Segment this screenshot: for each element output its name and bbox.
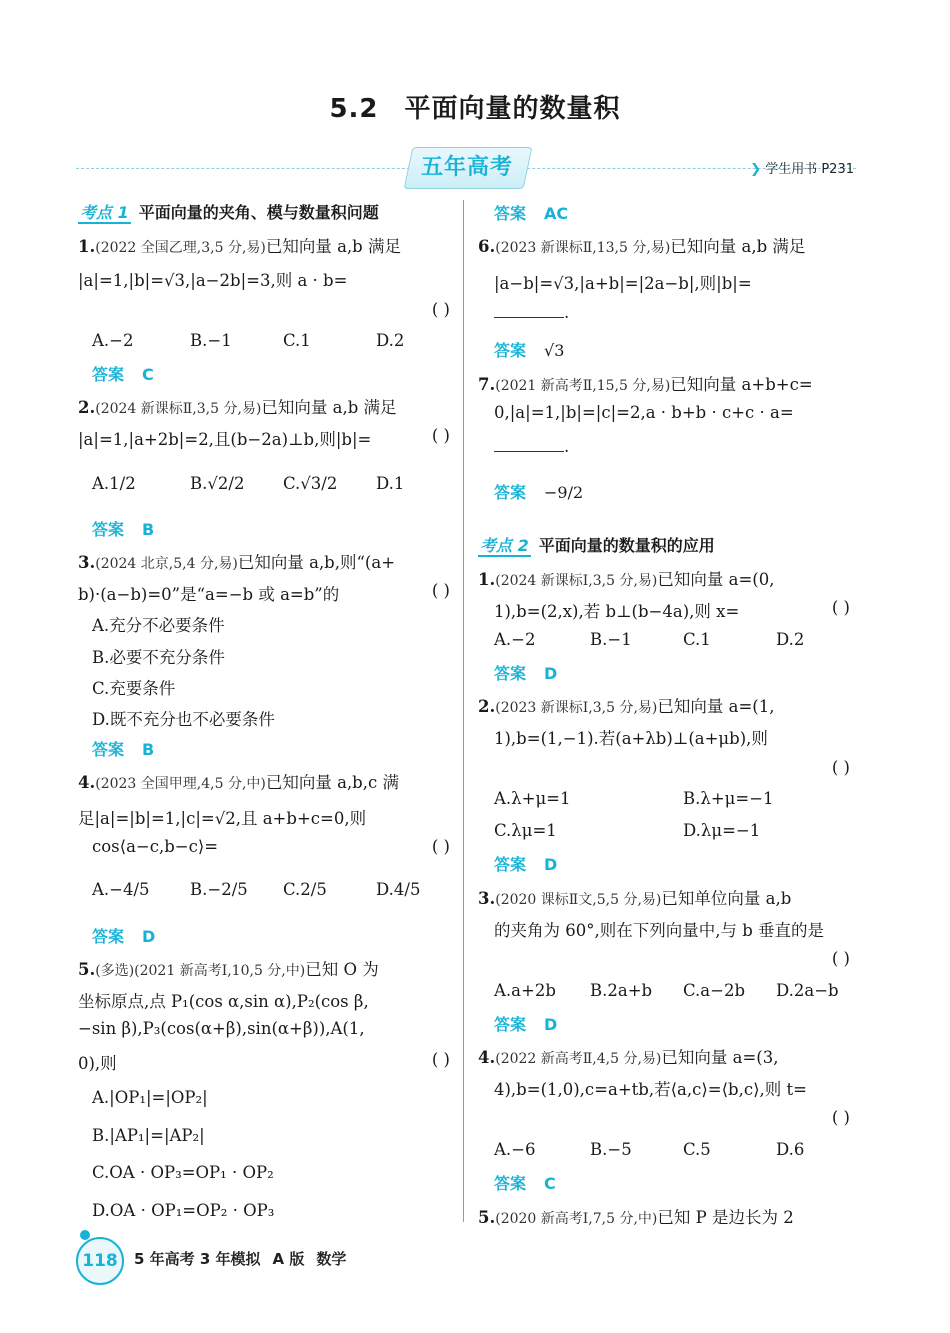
option-a: A.充分不必要条件 [92,616,225,635]
question-2-2: 2.(2023 新课标Ⅰ,3,5 分,易)已知向量 a=(1, [478,697,775,716]
option-a: A.1/2 [92,474,136,493]
answer-paren: ( ) [831,758,850,777]
page-number: 118 [76,1237,124,1285]
option-b: B.2a+b [590,981,653,1000]
option-b: B.|AP₁|=|AP₂| [92,1126,205,1145]
answer-3: 答案 B [92,740,155,759]
answer-paren: ( ) [431,300,450,319]
answer-2-2: 答案 D [494,855,558,874]
kd2-heading: 考点 2 平面向量的数量积的应用 [480,536,715,555]
option-b: B.λ+μ=−1 [683,789,774,808]
footer-title: 5 年高考 3 年模拟 A 版 数学 [134,1250,347,1268]
option-a: A.a+2b [494,981,556,1000]
option-d: D.OA · OP₁=OP₂ · OP₃ [92,1201,275,1220]
answer-7: 答案 −9/2 [494,483,584,502]
option-d: D.1 [376,474,405,493]
section-number: 5.2 [329,94,379,124]
option-d: D.2a−b [776,981,839,1000]
option-a: A.λ+μ=1 [494,789,571,808]
option-c: C.a−2b [683,981,746,1000]
answer-4: 答案 D [92,927,156,946]
option-b: B.−1 [590,630,632,649]
banner-label: 五年高考 [420,155,513,180]
answer-paren: ( ) [431,1050,450,1069]
option-c: C.λμ=1 [494,821,557,840]
question-3: 3.(2024 北京,5,4 分,易)已知向量 a,b,则“(a+ [78,553,396,572]
question-5-stem-2: −sin β),P₃(cos(α+β),sin(α+β)),A(1, [78,1019,365,1038]
option-c: C.1 [283,331,311,350]
question-5-stem: 坐标原点,点 P₁(cos α,sin α),P₂(cos β, [78,992,369,1011]
question-2-3-stem: 的夹角为 60°,则在下列向量中,与 b 垂直的是 [494,921,825,940]
answer-6: 答案 √3 [494,341,565,360]
question-5-stem-3: 0),则 [78,1054,117,1073]
answer-1: 答案 C [92,365,154,384]
question-2: 2.(2024 新课标Ⅱ,3,5 分,易)已知向量 a,b 满足 [78,398,397,417]
question-6: 6.(2023 新课标Ⅱ,13,5 分,易)已知向量 a,b 满足 [478,237,806,256]
answer-2-3: 答案 D [494,1015,558,1034]
option-a: A.−2 [494,630,536,649]
kd1-heading: 考点 1 平面向量的夹角、模与数量积问题 [80,203,379,222]
option-b: B.−1 [190,331,232,350]
question-4-stem: 足|a|=|b|=1,|c|=√2,且 a+b+c=0,则 [78,809,367,828]
question-2-1-stem: 1),b=(2,x),若 b⊥(b−4a),则 x= [494,602,740,621]
question-7: 7.(2021 新高考Ⅱ,15,5 分,易)已知向量 a+b+c= [478,375,813,394]
answer-paren: ( ) [431,581,450,600]
question-2-4-stem: 4),b=(1,0),c=a+tb,若⟨a,c⟩=⟨b,c⟩,则 t= [494,1080,807,1099]
option-d: D.λμ=−1 [683,821,761,840]
question-2-stem: |a|=1,|a+2b|=2,且(b−2a)⊥b,则|b|= [78,430,372,449]
option-c: C.5 [683,1140,711,1159]
option-d: D.既不充分也不必要条件 [92,710,275,729]
option-c: C.√3/2 [283,474,338,493]
option-b: B.必要不充分条件 [92,648,225,667]
blank-7: . [494,437,569,456]
option-a: A.|OP₁|=|OP₂| [92,1088,208,1107]
option-a: A.−4/5 [92,880,150,899]
option-d: D.4/5 [376,880,421,899]
chevron-right-icon: ❯ [750,162,762,177]
section-title: 平面向量的数量积 [404,94,621,124]
question-6-stem: |a−b|=√3,|a+b|=|2a−b|,则|b|= [494,274,752,293]
option-a: A.−2 [92,331,134,350]
answer-paren: ( ) [831,949,850,968]
question-2-5: 5.(2020 新高考Ⅰ,7,5 分,中)已知 P 是边长为 2 [478,1208,794,1227]
question-2-2-stem: 1),b=(1,−1).若(a+λb)⊥(a+μb),则 [494,729,768,748]
option-d: D.2 [376,331,405,350]
answer-2-1: 答案 D [494,664,558,683]
answer-5: 答案 AC [494,204,569,223]
option-c: C.充要条件 [92,679,176,698]
answer-paren: ( ) [831,1108,850,1127]
question-4: 4.(2023 全国甲理,4,5 分,中)已知向量 a,b,c 满 [78,773,399,792]
question-1: 1.(2022 全国乙理,3,5 分,易)已知向量 a,b 满足 [78,237,401,256]
option-b: B.−5 [590,1140,632,1159]
option-c: C.1 [683,630,711,649]
student-book-reference: ❯ 学生用书 P231 [750,162,854,177]
question-2-4: 4.(2022 新高考Ⅱ,4,5 分,易)已知向量 a=(3, [478,1048,779,1067]
question-7-stem: 0,|a|=1,|b|=|c|=2,a · b+b · c+c · a= [494,403,794,422]
question-3-stem: b)·(a−b)=0”是“a=−b 或 a=b”的 [78,585,340,604]
answer-paren: ( ) [431,837,450,856]
question-2-1: 1.(2024 新课标Ⅰ,3,5 分,易)已知向量 a=(0, [478,570,775,589]
option-c: C.OA · OP₃=OP₁ · OP₂ [92,1163,274,1182]
answer-paren: ( ) [431,426,450,445]
option-c: C.2/5 [283,880,327,899]
option-d: D.6 [776,1140,805,1159]
question-5: 5.(多选)(2021 新高考Ⅰ,10,5 分,中)已知 O 为 [78,960,379,979]
page-title [0,88,950,125]
question-2-3: 3.(2020 课标Ⅱ文,5,5 分,易)已知单位向量 a,b [478,889,792,908]
answer-2: 答案 B [92,520,155,539]
question-4-stem-2: cos⟨a−c,b−c⟩= [92,837,219,856]
answer-paren: ( ) [831,598,850,617]
answer-2-4: 答案 C [494,1174,556,1193]
blank-6: . [494,303,569,322]
option-b: B.−2/5 [190,880,248,899]
question-1-stem: |a|=1,|b|=√3,|a−2b|=3,则 a · b= [78,271,348,290]
option-b: B.√2/2 [190,474,245,493]
option-d: D.2 [776,630,805,649]
column-divider [463,200,464,1222]
option-a: A.−6 [494,1140,536,1159]
